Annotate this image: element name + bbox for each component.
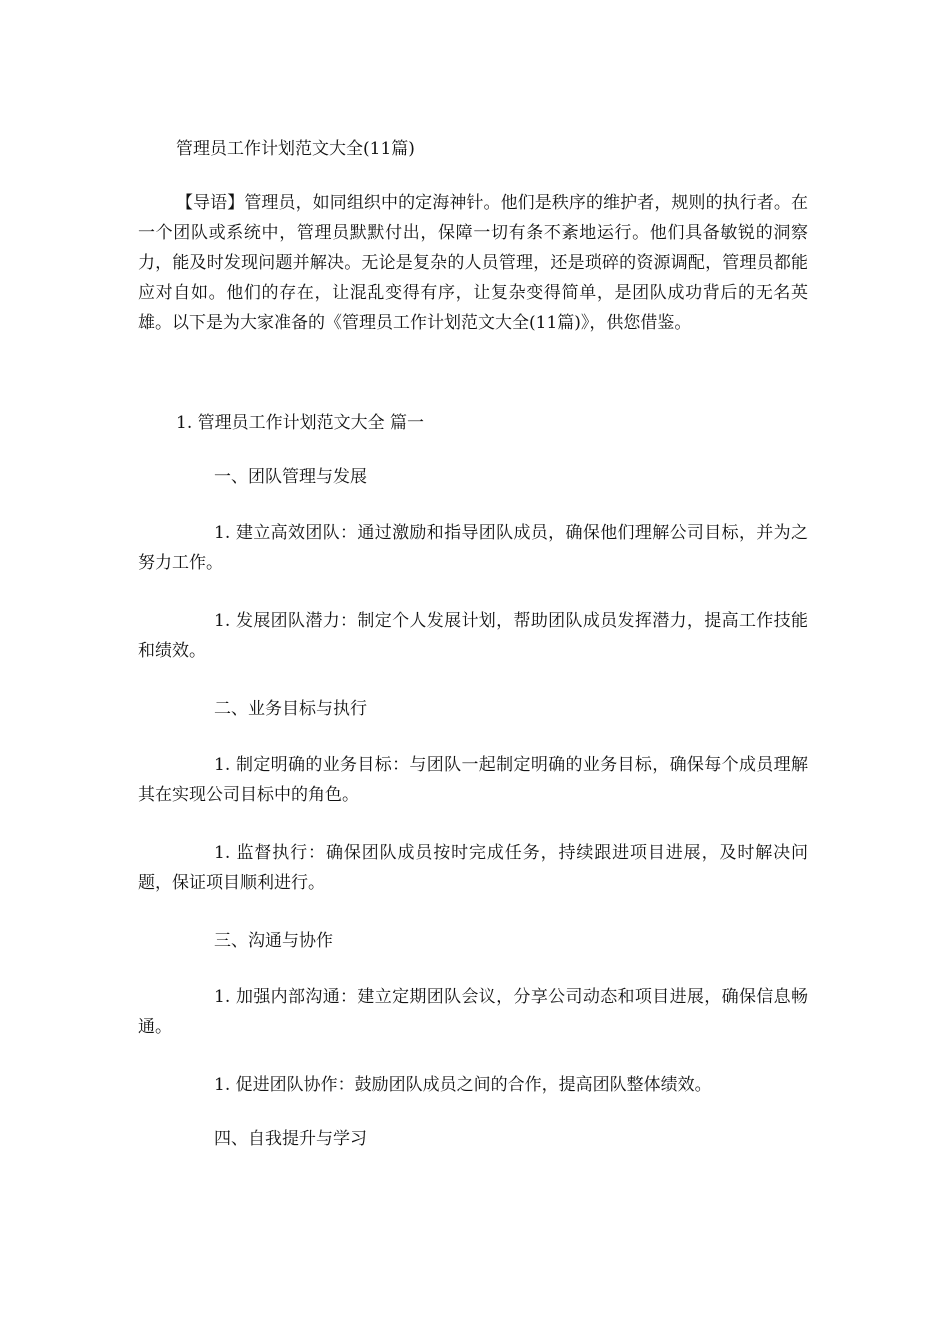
item-develop-potential: 1. 发展团队潜力：制定个人发展计划，帮助团队成员发挥潜力，提高工作技能和绩效。 (138, 611, 808, 661)
item-internal-communication: 1. 加强内部沟通：建立定期团队会议，分享公司动态和项目进展，确保信息畅通。 (138, 987, 808, 1037)
intro-paragraph (138, 188, 808, 338)
list-item (138, 518, 808, 578)
list-item (138, 750, 808, 810)
list-item (138, 838, 808, 898)
item-build-team: 1. 建立高效团队：通过激励和指导团队成员，确保他们理解公司目标，并为之努力工作。 (138, 523, 808, 573)
section-title: 1. 管理员工作计划范文大全 篇一 (176, 413, 425, 433)
list-item (138, 1070, 808, 1100)
heading-business-goals: 二、业务目标与执行 (214, 699, 367, 719)
heading-communication: 三、沟通与协作 (214, 931, 333, 951)
item-set-goals: 1. 制定明确的业务目标：与团队一起制定明确的业务目标，确保每个成员理解其在实现公司目标中的角色。 (138, 755, 808, 805)
item-supervise: 1. 监督执行：确保团队成员按时完成任务，持续跟进项目进展，及时解决问题，保证项目顺利进行。 (138, 843, 808, 893)
list-item (138, 606, 808, 666)
intro-text: 【导语】管理员，如同组织中的定海神针。他们是秩序的维护者，规则的执行者。在一个团队或系统中，管理员默默付出，保障一切有条不紊地运行。他们具备敏锐的洞察力，能及时发现问题并解决。无论是复杂的人员管理，还是琐碎的资源调配，管理员都能应对自如。他们的存在，让混乱变得有序，让复杂变得简单，是团队成功背后的无名英雄。以下是为大家准备的《管理员工作计划范文大全(11篇)》，供您借鉴。 (138, 193, 808, 333)
list-item (138, 982, 808, 1042)
item-collaboration: 1. 促进团队协作：鼓励团队成员之间的合作，提高团队整体绩效。 (214, 1075, 712, 1095)
heading-team-management: 一、团队管理与发展 (214, 467, 367, 487)
heading-self-improvement: 四、自我提升与学习 (214, 1129, 367, 1149)
document-title: 管理员工作计划范文大全(11篇) (176, 139, 415, 159)
